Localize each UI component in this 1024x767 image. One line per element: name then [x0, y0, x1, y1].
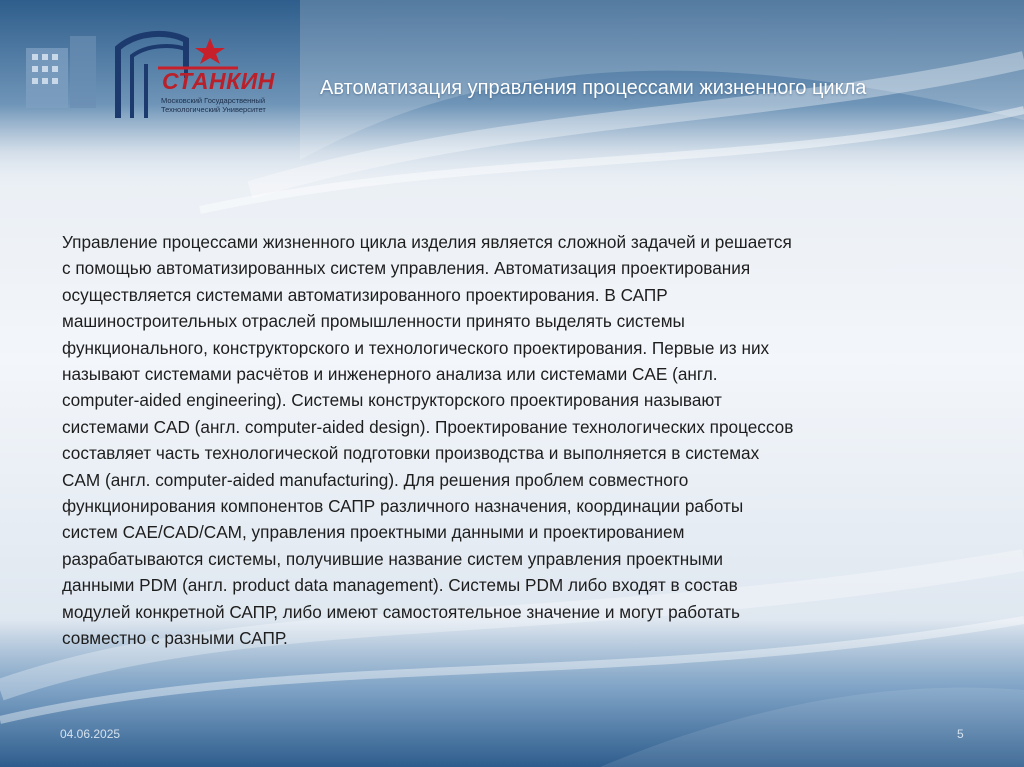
logo-subtitle-line-2: Технологический Университет [161, 105, 266, 114]
slide-body-text: Управление процессами жизненного цикла изделия является сложной задачей и решается с помощью автоматизированных систем управления. Автоматизация проектирования осуществляется системами автоматизированного проектирования. В САПР машиностроительных отраслей промышленности принято выделять системы функционального, конструкторского и технологического проектирования. Первые из них называют системами расчётов и инженерного анализа или системами CAE (англ. computer-aided engineering). Системы конструкторского проектирования называют системами CAD (англ. computer-aided design). Проектирование технологических процессов составляет часть технологической подготовки производства и выполняется в системах CAM (англ. computer-aided manufacturing). Для решения проблем совместного функционирования компонентов САПР различного назначения, координации работы систем CAE/CAD/CAM, управления проектными данными и проектированием разрабатываются системы, получившие название систем управления проектными данными PDM (англ. product data management). Системы PDM либо входят в состав модулей конкретной САПР, либо имеют самостоятельное значение и могут работать совместно с разными САПР. [62, 232, 794, 649]
footer-date: 04.06.2025 [60, 727, 121, 741]
page-number: 5 [957, 727, 964, 741]
logo-wordmark: СТАНКИН [162, 68, 275, 94]
logo-subtitle [161, 96, 291, 114]
slide-title: Автоматизация управления процессами жизненного цикла [320, 77, 867, 99]
logo-subtitle-line-1: Московский Государственный [161, 96, 266, 105]
